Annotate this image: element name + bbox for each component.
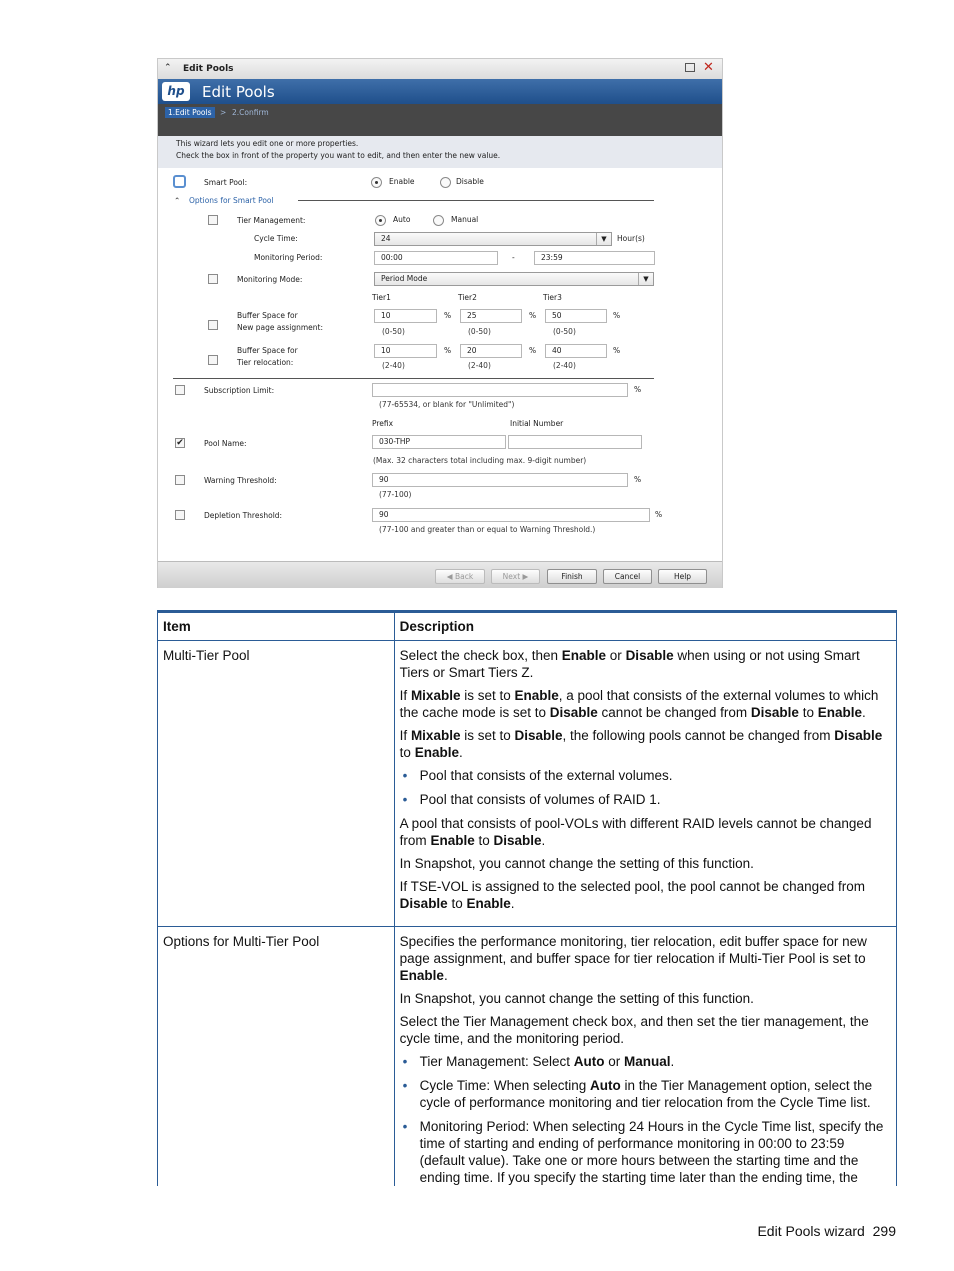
description-paragraph: If Mixable is set to Disable, the following pools cannot be changed from Disable to Enable. [399,728,883,760]
pool-name-hint: (Max. 32 characters total including max. 9-digit number) [373,456,587,465]
description-paragraph: If Mixable is set to Enable, a pool that consists of the external volumes to which the cache mode is set to Disable cannot be changed from Disable to Enable. [399,688,879,720]
banner-header [158,79,722,104]
percent-sign: % [529,311,537,320]
description-column-header: Description [394,612,896,641]
buffer-reloc-label-line1: Buffer Space for [237,346,298,355]
hp-logo: hp [162,82,190,101]
buffer-new-tier2-range: (0-50) [468,327,491,336]
monitoring-mode-label: Monitoring Mode: [237,275,303,284]
initial-number-label: Initial Number [510,419,564,428]
warning-threshold-input[interactable]: 90 [372,473,628,487]
depletion-threshold-input[interactable]: 90 [372,508,650,522]
table-header-row [158,612,897,641]
back-button[interactable] [435,569,485,584]
description-paragraph: Select the check box, then Enable or Disable when using or not using Smart Tiers or Smart Tiers Z. [399,648,860,680]
collapse-icon[interactable]: ⌃ [164,63,172,73]
cycle-time-select[interactable] [374,232,612,246]
buffer-reloc-tier1-range: (2-40) [382,361,405,370]
period-dash: - [512,253,515,262]
percent-sign: % [634,475,642,484]
monitoring-mode-value: Period Mode [381,274,428,283]
wizard-banner [158,79,722,136]
step-confirm: 2.Confirm [232,108,269,117]
buffer-reloc-label-line2: Tier relocation: [237,358,294,367]
warning-threshold-checkbox[interactable] [175,475,185,485]
tier3-header: Tier3 [543,293,562,302]
item-column-header: Item [158,612,395,641]
maximize-icon[interactable] [685,63,695,72]
percent-sign: % [444,346,452,355]
description-table [157,610,897,1186]
bullet-list [400,1053,891,1186]
tier-manual-label: Manual [451,215,479,224]
warning-threshold-hint: (77-100) [379,490,412,499]
bullet-list [400,767,891,808]
title-bar [158,59,722,80]
intro-line-1: This wizard lets you edit one or more properties. [176,139,359,148]
percent-sign: % [613,346,621,355]
intro-panel [158,136,722,168]
tier-auto-radio[interactable] [375,215,386,226]
chevron-down-icon: ▼ [596,233,611,245]
list-item: • Cycle Time: When selecting Auto in the Tier Management option, select the cycle of performance monitoring and tier relocation from the Cycle Time list. [420,1077,891,1111]
options-for-smart-pool-link[interactable]: Options for Smart Pool [189,196,274,205]
footer-section-title: Edit Pools wizard [757,1223,865,1239]
prefix-label: Prefix [372,419,394,428]
back-button-label: Back [454,572,474,581]
cancel-button[interactable]: Cancel [603,569,652,584]
depletion-threshold-label: Depletion Threshold: [204,511,283,520]
percent-sign: % [613,311,621,320]
buffer-new-tier1-range: (0-50) [382,327,405,336]
buffer-new-tier3-input[interactable]: 50 [545,309,607,323]
page-footer [757,1223,896,1239]
buffer-reloc-tier3-input[interactable]: 40 [545,344,607,358]
percent-sign: % [634,385,642,394]
list-item: • Monitoring Period: When selecting 24 Hours in the Cycle Time list, specify the time of starting and ending of performance monitoring in 00:00 to 23:59 (default value). Take one or more hours between the starting time and the ending time. If you specify the starting time later than the ending time, the [420,1118,891,1186]
buffer-new-label-line2: New page assignment: [237,323,324,332]
help-button[interactable]: Help [658,569,707,584]
section-divider [173,378,654,379]
row-item-multi-tier-pool: Multi-Tier Pool [158,641,395,927]
depletion-threshold-checkbox[interactable] [175,510,185,520]
pool-name-initial-number-input[interactable] [508,435,642,449]
percent-sign: % [444,311,452,320]
buffer-new-tier1-input[interactable]: 10 [374,309,437,323]
depletion-threshold-hint: (77-100 and greater than or equal to Warning Threshold.) [379,525,596,534]
description-paragraph: In Snapshot, you cannot change the setting of this function. [399,856,754,871]
pool-name-prefix-input[interactable]: 030-THP [372,435,506,449]
monitoring-period-label: Monitoring Period: [254,253,323,262]
description-paragraph: Select the Tier Management check box, and then set the tier management, the cycle time, and the monitoring period. [399,1014,869,1046]
row-description-multi-tier-pool [394,641,896,927]
row-item-options-multi-tier-pool: Options for Multi-Tier Pool [158,927,395,1187]
description-paragraph: If TSE-VOL is assigned to the selected pool, the pool cannot be changed from Disable to Enable. [399,879,865,911]
cycle-time-label: Cycle Time: [254,234,298,243]
step-separator: > [220,108,227,117]
period-end-input[interactable]: 23:59 [534,251,655,265]
intro-line-2: Check the box in front of the property you want to edit, and then enter the new value. [176,151,501,160]
smart-pool-disable-radio[interactable] [440,177,451,188]
buffer-reloc-tier2-range: (2-40) [468,361,491,370]
pool-name-label: Pool Name: [204,439,247,448]
list-item: • Pool that consists of the external volumes. [420,767,891,784]
subscription-limit-label: Subscription Limit: [204,386,275,395]
buffer-new-label-line1: Buffer Space for [237,311,298,320]
smart-pool-disable-label: Disable [456,177,484,186]
tier1-header: Tier1 [372,293,391,302]
edit-pools-dialog [157,58,723,588]
next-arrow-icon: ▶ [522,572,529,581]
percent-sign: % [529,346,537,355]
options-collapse-icon[interactable]: ⌃ [174,196,181,205]
buffer-reloc-tier1-input[interactable]: 10 [374,344,437,358]
subscription-limit-hint: (77-65534, or blank for "Unlimited") [379,400,515,409]
page-number: 299 [872,1223,896,1239]
buffer-new-page-checkbox[interactable] [208,320,218,330]
buffer-new-tier3-range: (0-50) [553,327,576,336]
description-paragraph: A pool that consists of pool-VOLs with different RAID levels cannot be changed from Enable to Disable. [399,816,872,848]
table-row [158,641,897,927]
subscription-limit-checkbox[interactable] [175,385,185,395]
buffer-reloc-tier3-range: (2-40) [553,361,576,370]
smart-pool-label: Smart Pool: [204,178,248,187]
description-paragraph: In Snapshot, you cannot change the setting of this function. [399,991,754,1006]
pool-name-checkbox[interactable]: ✔ [176,438,184,448]
list-item: • Tier Management: Select Auto or Manual. [420,1053,891,1070]
tier-manual-radio[interactable] [433,215,444,226]
finish-button[interactable]: Finish [547,569,597,584]
cycle-time-unit: Hour(s) [617,234,645,243]
buffer-reloc-tier2-input[interactable]: 20 [460,344,522,358]
tier2-header: Tier2 [458,293,477,302]
tier-auto-label: Auto [393,215,411,224]
chevron-down-icon: ▼ [638,273,653,285]
window-title: Edit Pools [183,64,234,74]
wizard-footer [158,561,722,588]
subscription-limit-input[interactable] [372,383,628,397]
percent-sign: % [655,510,663,519]
row-description-options-multi-tier-pool [394,927,896,1187]
buffer-new-tier2-input[interactable]: 25 [460,309,522,323]
banner-title: Edit Pools [202,83,275,101]
monitoring-mode-checkbox[interactable] [208,274,218,284]
step-edit-pools: 1.Edit Pools [165,107,215,118]
warning-threshold-label: Warning Threshold: [204,476,277,485]
period-start-input[interactable]: 00:00 [374,251,498,265]
cycle-time-value: 24 [381,234,391,243]
smart-pool-checkbox[interactable] [173,175,186,188]
tier-management-checkbox[interactable] [208,215,218,225]
buffer-relocation-checkbox[interactable] [208,355,218,365]
smart-pool-enable-radio[interactable] [371,177,382,188]
next-button-label: Next [502,572,521,581]
close-icon[interactable]: ✕ [703,60,714,75]
list-item: • Pool that consists of volumes of RAID 1. [420,791,891,808]
back-arrow-icon: ◀ [446,572,453,581]
tier-management-label: Tier Management: [237,216,306,225]
monitoring-mode-select[interactable] [374,272,654,286]
next-button[interactable] [491,569,540,584]
options-divider [298,200,654,201]
table-row [158,927,897,1187]
smart-pool-enable-label: Enable [389,177,415,186]
description-paragraph: Specifies the performance monitoring, tier relocation, edit buffer space for new page assignment, and buffer space for tier relocation if Multi-Tier Pool is set to Enable. [399,934,867,983]
